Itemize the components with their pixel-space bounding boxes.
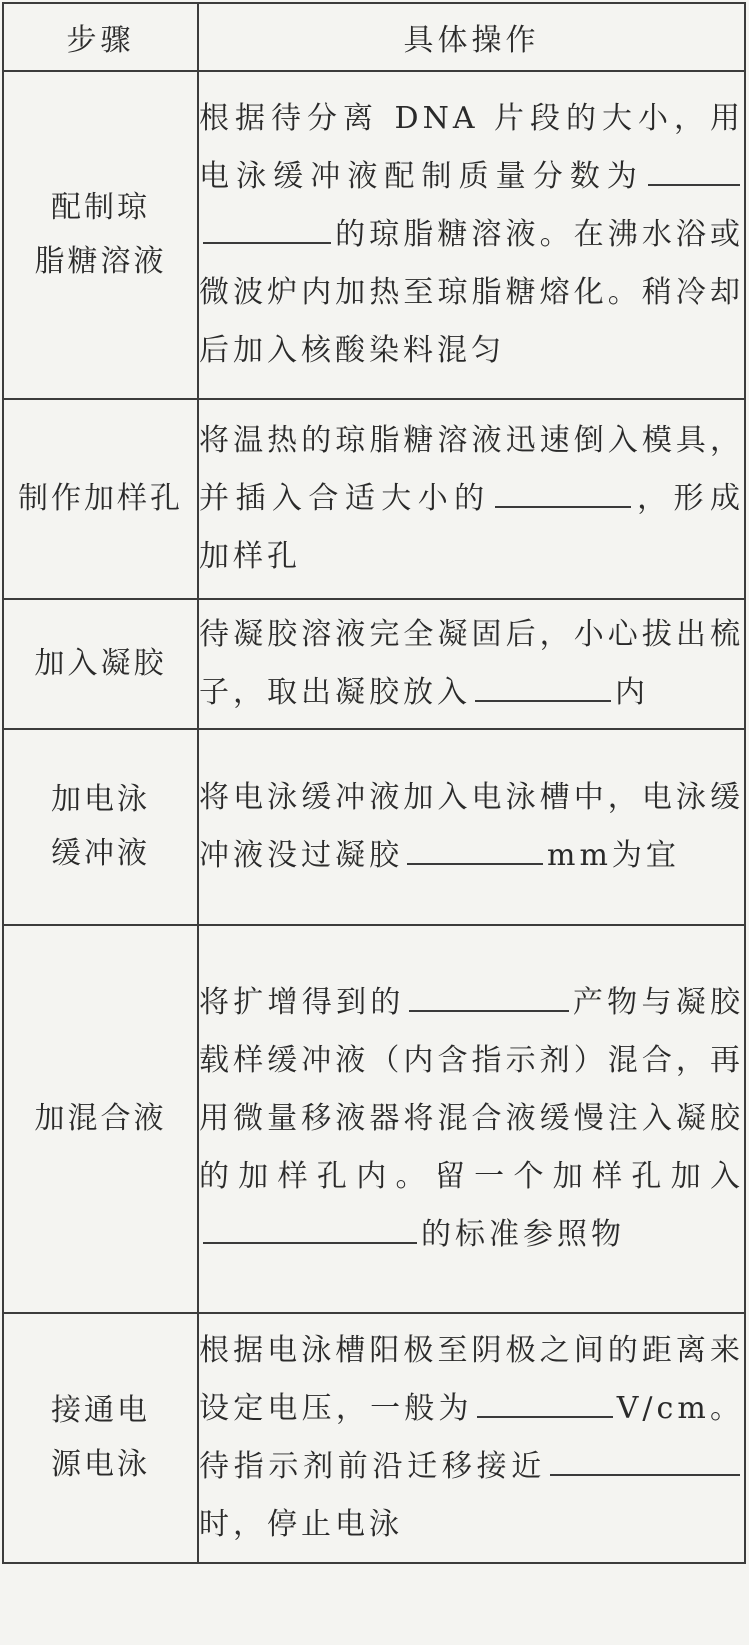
header-operation: 具体操作 xyxy=(198,3,745,71)
header-step: 步骤 xyxy=(3,3,198,71)
step-label: 加入凝胶 xyxy=(34,646,167,681)
step-label: 加电泳 xyxy=(51,782,150,817)
table-header-row xyxy=(3,3,745,71)
answer-blank[interactable] xyxy=(648,154,740,186)
step-cell xyxy=(3,925,198,1313)
operation-cell xyxy=(198,71,745,399)
operation-text: 的琼脂糖溶液。在沸水浴或微波炉内加热至琼脂糖熔化。稍冷却后加入核酸染料混匀 xyxy=(199,217,744,368)
step-label: 脂糖溶液 xyxy=(34,244,167,279)
operation-text: 待凝胶溶液完全凝固后，小心拔出梳子，取出凝胶放入 xyxy=(199,617,744,710)
step-label: 配制琼 xyxy=(51,190,150,225)
operation-text: 根据电泳槽阳极至阴极之间的距离来设定电压，一般为 xyxy=(199,1333,744,1426)
operation-text: ，形成加样孔 xyxy=(199,481,745,574)
answer-blank[interactable] xyxy=(495,476,631,508)
operation-text: 的标准参照物 xyxy=(421,1217,625,1252)
operation-cell xyxy=(198,729,745,925)
step-label: 制作加样孔 xyxy=(18,481,183,516)
operation-text: mm为宜 xyxy=(547,838,680,873)
step-cell xyxy=(3,729,198,925)
answer-blank[interactable] xyxy=(475,670,611,702)
answer-blank[interactable] xyxy=(203,212,331,244)
operation-text: 内 xyxy=(615,675,649,710)
operation-text: 根据待分离 DNA 片段的大小，用电泳缓冲液配制质量分数为 xyxy=(199,101,744,194)
step-cell xyxy=(3,399,198,599)
step-label: 加混合液 xyxy=(34,1101,167,1136)
procedure-table xyxy=(2,2,746,1564)
answer-blank[interactable] xyxy=(203,1212,417,1244)
operation-cell xyxy=(198,1313,745,1563)
table-row xyxy=(3,71,745,399)
operation-cell xyxy=(198,925,745,1313)
table-row xyxy=(3,399,745,599)
step-cell xyxy=(3,1313,198,1563)
operation-text: 时，停止电泳 xyxy=(199,1507,403,1542)
step-label: 源电泳 xyxy=(51,1447,150,1482)
operation-text: 将温热的琼脂糖溶液迅速倒入模具，并插入合适大小的 xyxy=(199,423,744,516)
operation-cell xyxy=(198,599,745,729)
step-cell xyxy=(3,599,198,729)
operation-cell xyxy=(198,399,745,599)
operation-text: 产物与凝胶载样缓冲液（内含指示剂）混合，再用微量移液器将混合液缓慢注入凝胶的加样孔内。留一个加样孔加入 xyxy=(199,985,745,1194)
table-row xyxy=(3,729,745,925)
operation-text: 将电泳缓冲液加入电泳槽中，电泳缓冲液没过凝胶 xyxy=(199,780,744,873)
answer-blank[interactable] xyxy=(550,1444,740,1476)
answer-blank[interactable] xyxy=(407,833,543,865)
step-label: 缓冲液 xyxy=(51,836,150,871)
answer-blank[interactable] xyxy=(477,1386,613,1418)
step-cell xyxy=(3,71,198,399)
table-row xyxy=(3,925,745,1313)
step-label: 接通电 xyxy=(51,1393,150,1428)
table-row xyxy=(3,599,745,729)
operation-text: V/cm。待指示剂前沿迁移接近 xyxy=(199,1391,744,1484)
operation-text: 将扩增得到的 xyxy=(199,985,405,1020)
table-row xyxy=(3,1313,745,1563)
answer-blank[interactable] xyxy=(409,980,569,1012)
